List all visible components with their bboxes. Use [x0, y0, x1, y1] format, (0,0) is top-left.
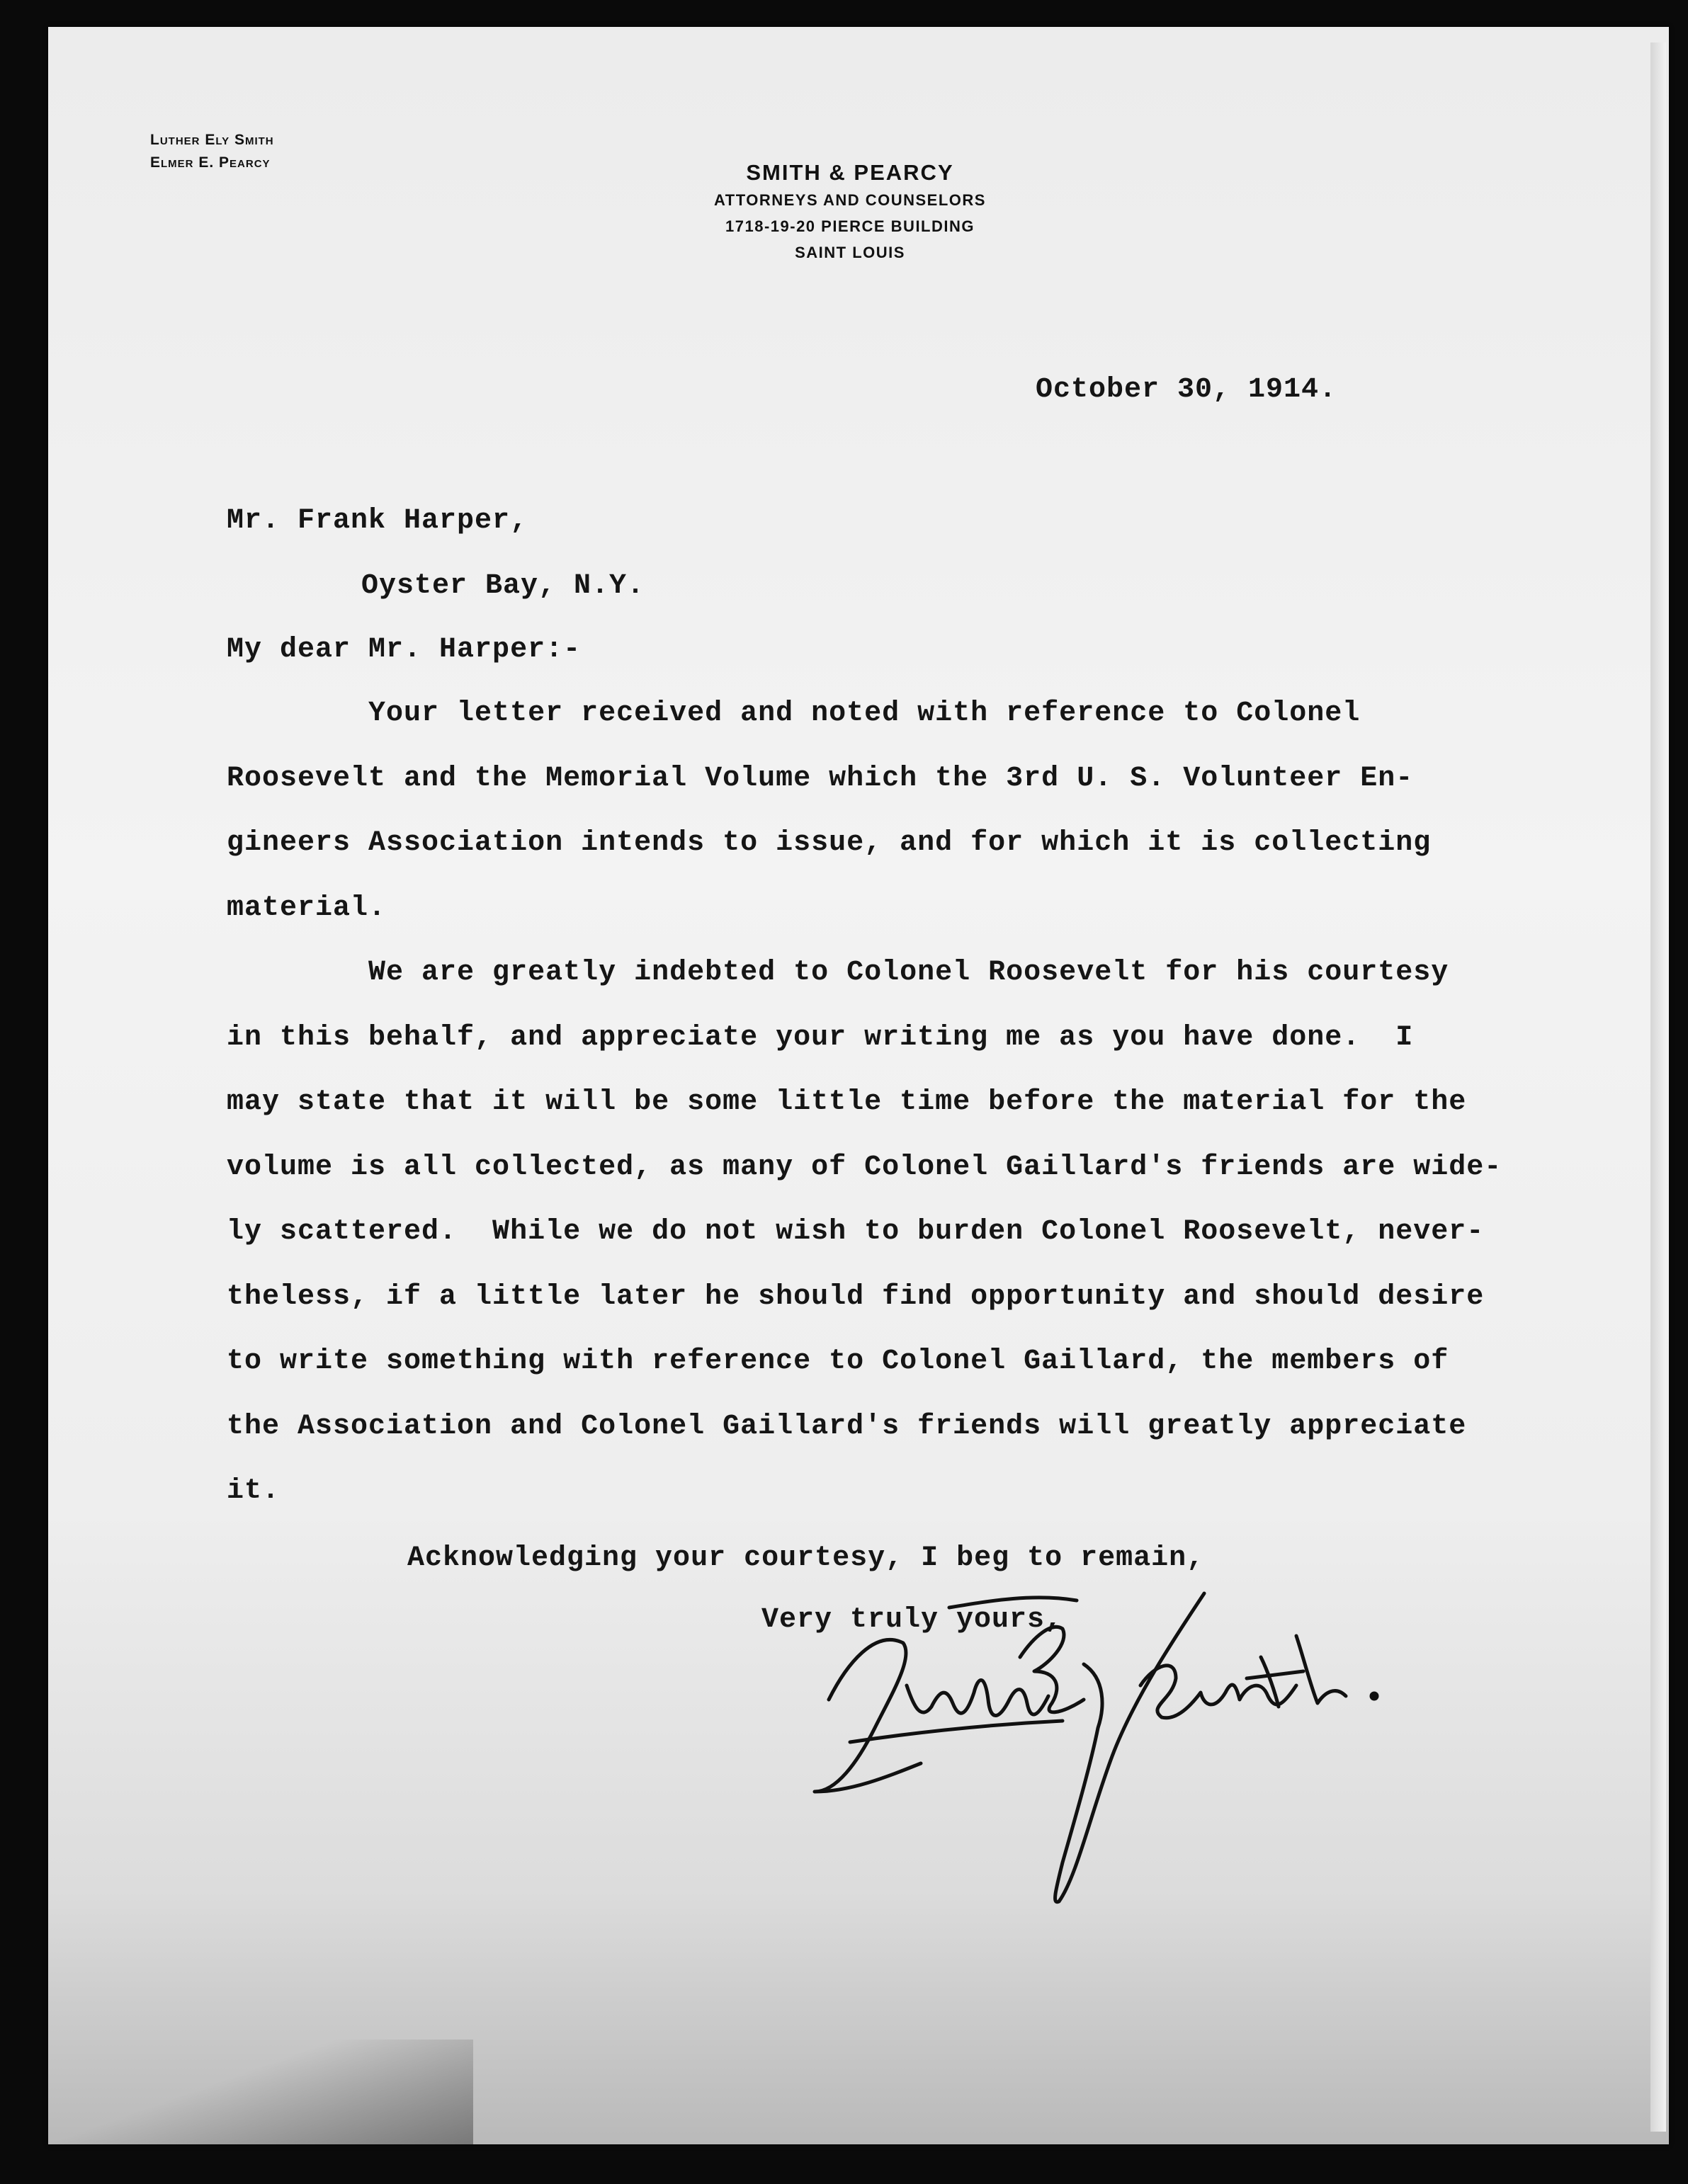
body-line: in this behalf, and appreciate your writing me as you have done. I — [227, 1021, 1414, 1054]
letterhead-firm — [638, 159, 1063, 266]
recipient-place: Oyster Bay, N.Y. — [361, 570, 645, 602]
corner-shadow — [48, 2040, 473, 2144]
firm-name: SMITH & PEARCY — [746, 160, 954, 185]
handwritten-signature — [808, 1579, 1388, 1919]
body-line: the Association and Colonel Gaillard's friends will greatly appreciate — [227, 1410, 1467, 1443]
body-line: volume is all collected, as many of Colonel Gaillard's friends are wide- — [227, 1151, 1502, 1183]
body-line: gineers Association intends to issue, and for which it is collecting — [227, 827, 1432, 859]
recipient-name: Mr. Frank Harper, — [227, 505, 528, 537]
body-line: Roosevelt and the Memorial Volume which the 3rd U. S. Volunteer En- — [227, 762, 1414, 795]
closing-line: Acknowledging your courtesy, I beg to remain, — [407, 1542, 1205, 1574]
valediction: Very truly yours, — [761, 1604, 1063, 1636]
partner-name: Luther Ely Smith — [150, 132, 274, 148]
body-line: Your letter received and noted with reference to Colonel — [227, 698, 1361, 729]
firm-description: ATTORNEYS AND COUNSELORS — [714, 191, 986, 209]
paper-edge — [1650, 42, 1666, 2132]
body-line: to write something with reference to Colonel Gaillard, the members of — [227, 1346, 1449, 1377]
salutation: My dear Mr. Harper:- — [227, 634, 582, 666]
body-line: ly scattered. While we do not wish to burden Colonel Roosevelt, never- — [227, 1216, 1485, 1248]
firm-city: SAINT LOUIS — [795, 244, 905, 261]
body-line: it. — [227, 1475, 281, 1507]
letter-date: October 30, 1914. — [1036, 374, 1337, 406]
body-line: may state that it will be some little time before the material for the — [227, 1086, 1467, 1118]
body-line: We are greatly indebted to Colonel Roosevelt for his courtesy — [227, 957, 1449, 989]
letterhead-partners — [150, 129, 274, 174]
partner-name: Elmer E. Pearcy — [150, 154, 271, 171]
body-line: theless, if a little later he should find opportunity and should desire — [227, 1280, 1485, 1313]
body-line: material. — [227, 892, 387, 924]
firm-address: 1718-19-20 PIERCE BUILDING — [725, 217, 975, 235]
